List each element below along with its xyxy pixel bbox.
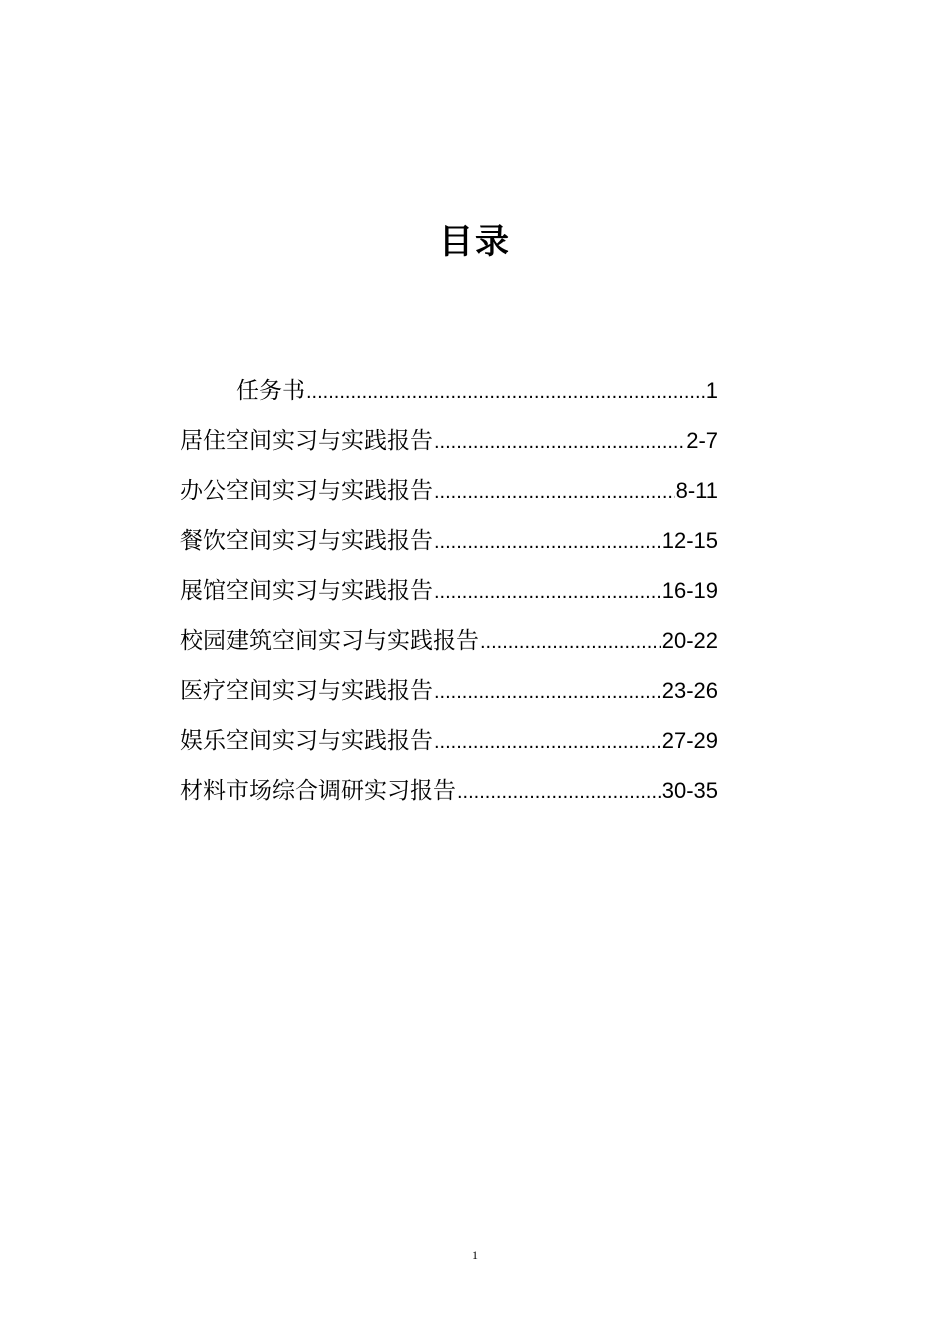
toc-entry-page: 23-26 (661, 678, 718, 703)
toc-entry-medical[interactable] (180, 666, 718, 716)
toc-entry-page: 16-19 (661, 578, 718, 603)
toc-entry-label: 餐饮空间实习与实践报告 (180, 528, 433, 554)
toc-leader-dots (434, 717, 661, 766)
toc-leader-dots (434, 467, 675, 516)
toc-leader-dots (434, 417, 685, 466)
toc-entry-dining[interactable] (180, 516, 718, 566)
toc-entry-label: 娱乐空间实习与实践报告 (180, 728, 433, 754)
toc-entry-page: 20-22 (661, 628, 718, 653)
toc-entry-page: 8-11 (675, 478, 718, 503)
toc-leader-dots (434, 517, 661, 566)
toc-entry-office[interactable] (180, 466, 718, 516)
toc-entry-label: 居住空间实习与实践报告 (180, 428, 433, 454)
toc-entry-label: 任务书 (236, 378, 305, 404)
toc-entry-label: 医疗空间实习与实践报告 (180, 678, 433, 704)
toc-leader-dots (480, 617, 661, 666)
toc-entry-residential[interactable] (180, 416, 718, 466)
table-of-contents (180, 366, 718, 816)
footer-page-number: 1 (472, 1248, 478, 1262)
toc-entry-page: 1 (705, 378, 718, 403)
toc-title: 目录 (439, 222, 511, 262)
toc-entry-label: 材料市场综合调研实习报告 (180, 778, 456, 804)
toc-entry-campus[interactable] (180, 616, 718, 666)
toc-leader-dots (457, 767, 661, 816)
toc-entry-label: 校园建筑空间实习与实践报告 (180, 628, 479, 654)
toc-entry-page: 30-35 (661, 778, 718, 803)
toc-leader-dots (306, 367, 705, 416)
toc-entry-materials-market[interactable] (180, 766, 718, 816)
toc-entry-page: 12-15 (661, 528, 718, 553)
toc-leader-dots (434, 567, 661, 616)
toc-entry-entertainment[interactable] (180, 716, 718, 766)
toc-entry-exhibition[interactable] (180, 566, 718, 616)
toc-entry-label: 办公空间实习与实践报告 (180, 478, 433, 504)
toc-entry-page: 2-7 (686, 428, 718, 453)
toc-entry-task-book[interactable] (180, 366, 718, 416)
toc-leader-dots (434, 667, 661, 716)
toc-entry-label: 展馆空间实习与实践报告 (180, 578, 433, 604)
toc-entry-page: 27-29 (661, 728, 718, 753)
